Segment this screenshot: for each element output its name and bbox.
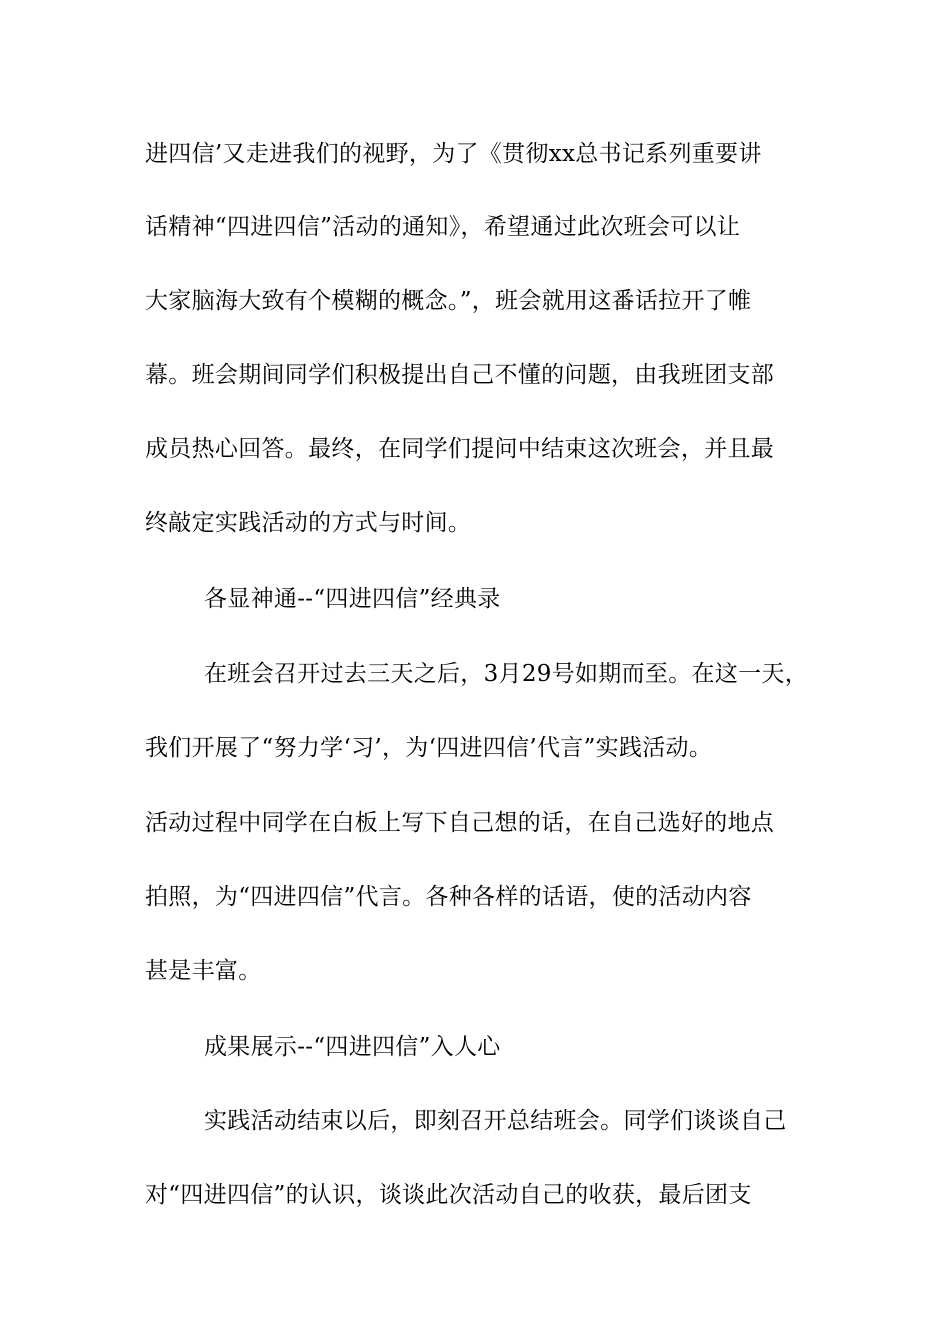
section-heading: 各显神通--“四进四信”经典录 xyxy=(204,586,501,612)
paragraph-line: 实践活动结束以后，即刻召开总结班会。同学们谈谈自己 xyxy=(204,1108,787,1134)
paragraph-line: 成员热心回答。最终，在同学们提问中结束这次班会，并且最 xyxy=(145,436,775,462)
paragraph-line: 在班会召开过去三天之后，3月29号如期而至。在这一天， xyxy=(204,661,808,687)
paragraph-line: 终敲定实践活动的方式与时间。 xyxy=(145,510,472,536)
paragraph-line: 幕。班会期间同学们积极提出自己不懂的问题，由我班团支部 xyxy=(145,362,775,388)
paragraph-line: 进四信’又走进我们的视野，为了《贯彻xx总书记系列重要讲 xyxy=(145,141,762,167)
paragraph-line: 活动过程中同学在白板上写下自己想的话，在自己选好的地点 xyxy=(145,810,775,836)
paragraph-line: 拍照，为“四进四信”代言。各种各样的话语，使的活动内容 xyxy=(145,884,752,910)
paragraph-line: 甚是丰富。 xyxy=(145,958,262,984)
section-heading: 成果展示--“四进四信”入人心 xyxy=(204,1034,501,1060)
paragraph-line: 大家脑海大致有个模糊的概念。”，班会就用这番话拉开了帷 xyxy=(145,288,752,314)
paragraph-line: 我们开展了“努力学‘习’，为‘四进四信’代言”实践活动。 xyxy=(145,735,713,761)
paragraph-line: 话精神“四进四信”活动的通知》，希望通过此次班会可以让 xyxy=(145,214,741,240)
paragraph-line: 对“四进四信”的认识，谈谈此次活动自己的收获，最后团支 xyxy=(145,1182,752,1208)
